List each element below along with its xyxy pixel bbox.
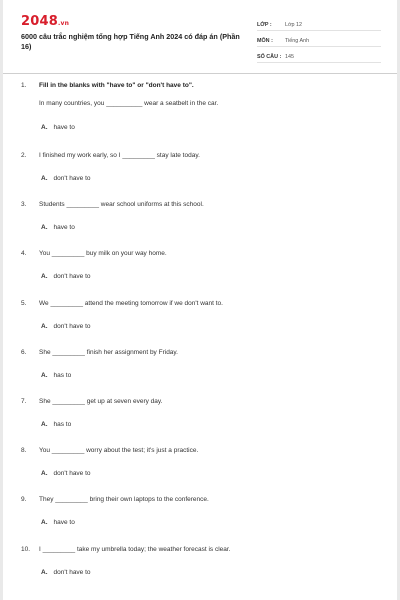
meta-subject-row	[257, 31, 381, 47]
answer-text: has to	[53, 420, 72, 428]
question-number: 8.	[21, 447, 27, 455]
question-instruction: Fill in the blanks with "have to" or "don't have to".	[39, 82, 194, 89]
question-list	[3, 82, 397, 595]
question-text: They _________ bring their own laptops to the conference.	[39, 496, 209, 504]
question-number: 3.	[21, 201, 27, 209]
answer-text: have to	[53, 224, 75, 232]
question-number: 10.	[21, 545, 31, 553]
question-text: She _________ get up at seven every day.	[39, 397, 163, 405]
question-text: We _________ attend the meeting tomorrow if we don't want to.	[39, 299, 223, 307]
question-number: 5.	[21, 299, 27, 307]
header-divider	[3, 73, 397, 74]
question-number: 7.	[21, 397, 27, 405]
meta-subject-value: Tiếng Anh	[285, 38, 310, 44]
answer-letter: A.	[41, 470, 48, 478]
answer-letter: A.	[41, 175, 48, 182]
answer-letter: A.	[41, 519, 48, 527]
answer-text: has to	[53, 371, 72, 379]
question-number: 9.	[21, 496, 27, 504]
meta-class-value: Lớp 12	[285, 22, 303, 28]
meta-count-label: SỐ CÂU :	[257, 54, 282, 60]
question-item	[3, 447, 397, 496]
answer-option[interactable]	[41, 519, 75, 526]
question-item	[3, 152, 397, 201]
answer-letter: A.	[41, 322, 48, 330]
answer-text: don't have to	[53, 273, 91, 281]
answer-text: don't have to	[53, 322, 91, 330]
answer-option[interactable]	[41, 273, 91, 280]
answer-text: have to	[53, 124, 75, 131]
answer-letter: A.	[41, 273, 48, 281]
answer-text: don't have to	[53, 175, 91, 182]
document-header	[3, 0, 397, 68]
answer-option[interactable]	[41, 421, 71, 428]
question-item	[3, 349, 397, 398]
answer-option[interactable]	[41, 470, 91, 477]
question-text: I _________ take my umbrella today; the weather forecast is clear.	[39, 545, 231, 553]
answer-option[interactable]	[41, 175, 91, 182]
meta-count-row	[257, 47, 381, 63]
question-number: 2.	[21, 152, 27, 159]
question-item	[3, 398, 397, 447]
question-number: 6.	[21, 348, 27, 356]
question-item	[3, 546, 397, 595]
document-meta	[257, 15, 381, 63]
answer-text: don't have to	[53, 470, 91, 478]
meta-subject-label: MÔN :	[257, 38, 273, 44]
question-text: You _________ worry about the test; it's just a practice.	[39, 447, 199, 455]
answer-letter: A.	[41, 371, 48, 379]
meta-class-row	[257, 15, 381, 31]
question-text: Students _________ wear school uniforms at this school.	[39, 201, 204, 209]
answer-option[interactable]	[41, 323, 91, 330]
answer-letter: A.	[41, 568, 48, 576]
question-text: She _________ finish her assignment by Friday.	[39, 348, 178, 356]
site-logo[interactable]	[21, 14, 69, 29]
answer-option[interactable]	[41, 372, 71, 379]
question-text: You _________ buy milk on your way home.	[39, 250, 167, 258]
answer-option[interactable]	[41, 569, 91, 576]
answer-letter: A.	[41, 420, 48, 428]
question-item	[3, 496, 397, 545]
meta-count-value: 145	[285, 54, 294, 60]
document-title: 6000 câu trắc nghiệm tổng hợp Tiếng Anh 2024 có đáp án (Phần 16)	[21, 32, 240, 51]
answer-option[interactable]	[41, 124, 75, 131]
logo-suffix: .vn	[57, 20, 70, 27]
answer-letter: A.	[41, 124, 48, 131]
question-text: In many countries, you __________ wear a seatbelt in the car.	[39, 100, 219, 107]
question-text: I finished my work early, so I _________ stay late today.	[39, 152, 200, 159]
meta-class-label: LỚP :	[257, 22, 272, 28]
logo-main: 2048	[21, 14, 58, 29]
question-item	[3, 300, 397, 349]
question-item	[3, 201, 397, 250]
worksheet-page	[3, 0, 397, 600]
question-number: 1.	[21, 82, 27, 89]
question-number: 4.	[21, 250, 27, 258]
question-item	[3, 82, 397, 152]
answer-text: have to	[53, 519, 75, 527]
answer-option[interactable]	[41, 224, 75, 231]
question-item	[3, 250, 397, 299]
answer-text: don't have to	[53, 568, 91, 576]
answer-letter: A.	[41, 224, 48, 232]
